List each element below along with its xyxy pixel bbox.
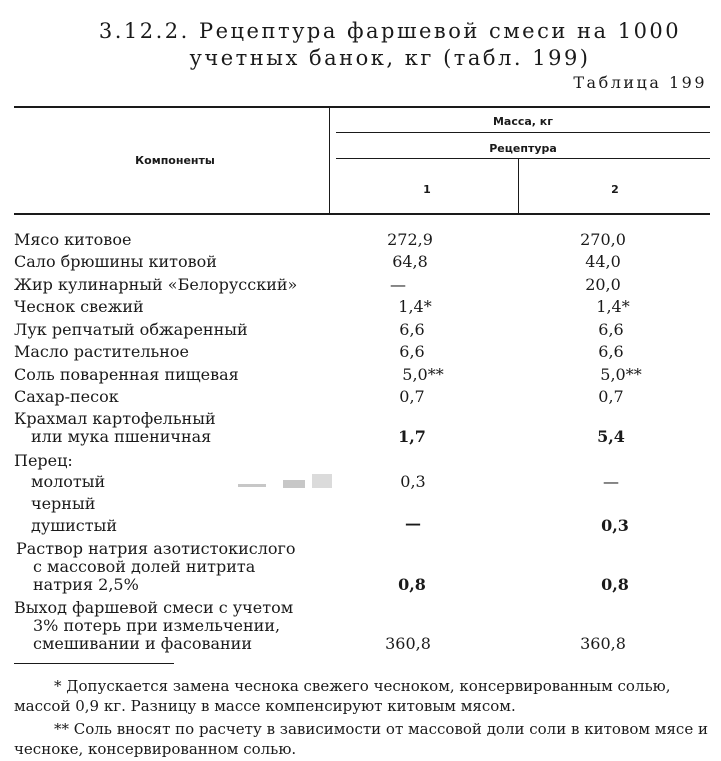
row-name: Лук репчатый обжаренный [14,320,248,339]
row-value-recipe-1: 1,4* [398,297,432,316]
header-col-2: 2 [611,183,619,196]
row-name: Сахар-песок [14,387,119,406]
footnote-divider [14,663,174,664]
row-name: Масло растительное [14,342,189,361]
row-name: молотый [31,472,106,491]
row-name-line-2: 3% потерь при измельчении, [33,616,281,635]
row-name: душистый [31,516,118,535]
print-smudge [312,474,332,488]
header-col-1: 1 [423,183,431,196]
row-value-recipe-2: 6,6 [598,342,624,361]
row-value-recipe-1: — [405,514,421,533]
row-value-recipe-2: 0,3 [601,516,629,535]
row-name: Чеснок свежий [14,297,144,316]
row-value-recipe-2: 20,0 [585,275,621,294]
print-smudge [238,484,266,487]
row-value-recipe-1: 0,8 [398,575,426,594]
row-value-recipe-2: 1,4* [596,297,630,316]
row-value-recipe-1: 6,6 [399,342,425,361]
row-value-recipe-2: 270,0 [580,230,626,249]
row-value-recipe-2: 0,8 [601,575,629,594]
title-line-1: 3.12.2. Рецептура фаршевой смеси на 1000 [98,19,682,43]
row-name-line-2: с массовой долей нитрита [33,557,256,576]
row-name-line-1: Выход фаршевой смеси с учетом [14,598,294,617]
row-value-recipe-1: 0,3 [400,472,426,491]
row-name: черный [31,494,96,513]
header-col-divider [518,159,519,213]
row-value-recipe-1: — [390,275,406,294]
header-divider-vertical [329,107,330,213]
table-number: Таблица 199 [573,73,707,92]
row-name-line-1: Раствор натрия азотистокислого [16,539,296,558]
row-group-heading: Перец: [14,451,73,470]
row-value-recipe-1: 5,0** [402,365,444,384]
header-recipe-rule [336,158,710,159]
row-value-recipe-1: 6,6 [399,320,425,339]
row-value-recipe-2: 6,6 [598,320,624,339]
row-name-line-3: смешивании и фасовании [33,634,252,653]
row-name: Мясо китовое [14,230,132,249]
row-name: Соль поваренная пищевая [14,365,239,384]
row-value-recipe-1: 1,7 [398,427,426,446]
row-value-recipe-2: — [603,472,619,491]
header-components: Компоненты [135,154,215,167]
row-value-recipe-1: 64,8 [392,252,428,271]
row-value-recipe-2: 5,4 [597,427,625,446]
header-mass: Масса, кг [492,115,554,128]
row-value-recipe-2: 44,0 [585,252,621,271]
row-value-recipe-2: 5,0** [600,365,642,384]
table-top-rule [14,106,710,108]
header-mass-rule [336,132,710,133]
row-name: Жир кулинарный «Белорусский» [14,275,298,294]
title-line-2: учетных банок, кг (табл. 199) [189,46,591,70]
row-name-line-1: Крахмал картофельный [14,409,216,428]
row-value-recipe-2: 0,7 [598,387,624,406]
row-value-recipe-1: 0,7 [399,387,425,406]
header-bottom-rule [14,213,710,215]
footnote-2: ** Соль вносят по расчету в зависимости от массовой доли соли в китовом мясе и чесноке, консервированном солью. [14,720,708,758]
row-value-recipe-2: 360,8 [580,634,626,653]
section-title [70,18,710,72]
row-name-line-2: или мука пшеничная [31,427,212,446]
row-value-recipe-1: 272,9 [387,230,433,249]
row-name: Сало брюшины китовой [14,252,217,271]
row-name-line-3: натрия 2,5% [33,575,139,594]
header-recipe: Рецептура [489,142,557,155]
footnote-1: * Допускается замена чеснока свежего чесноком, консервированным солью, массой 0,9 кг. Разницу в массе компенсируют китовым мясом. [14,677,671,715]
print-smudge [283,480,305,488]
row-value-recipe-1: 360,8 [385,634,431,653]
